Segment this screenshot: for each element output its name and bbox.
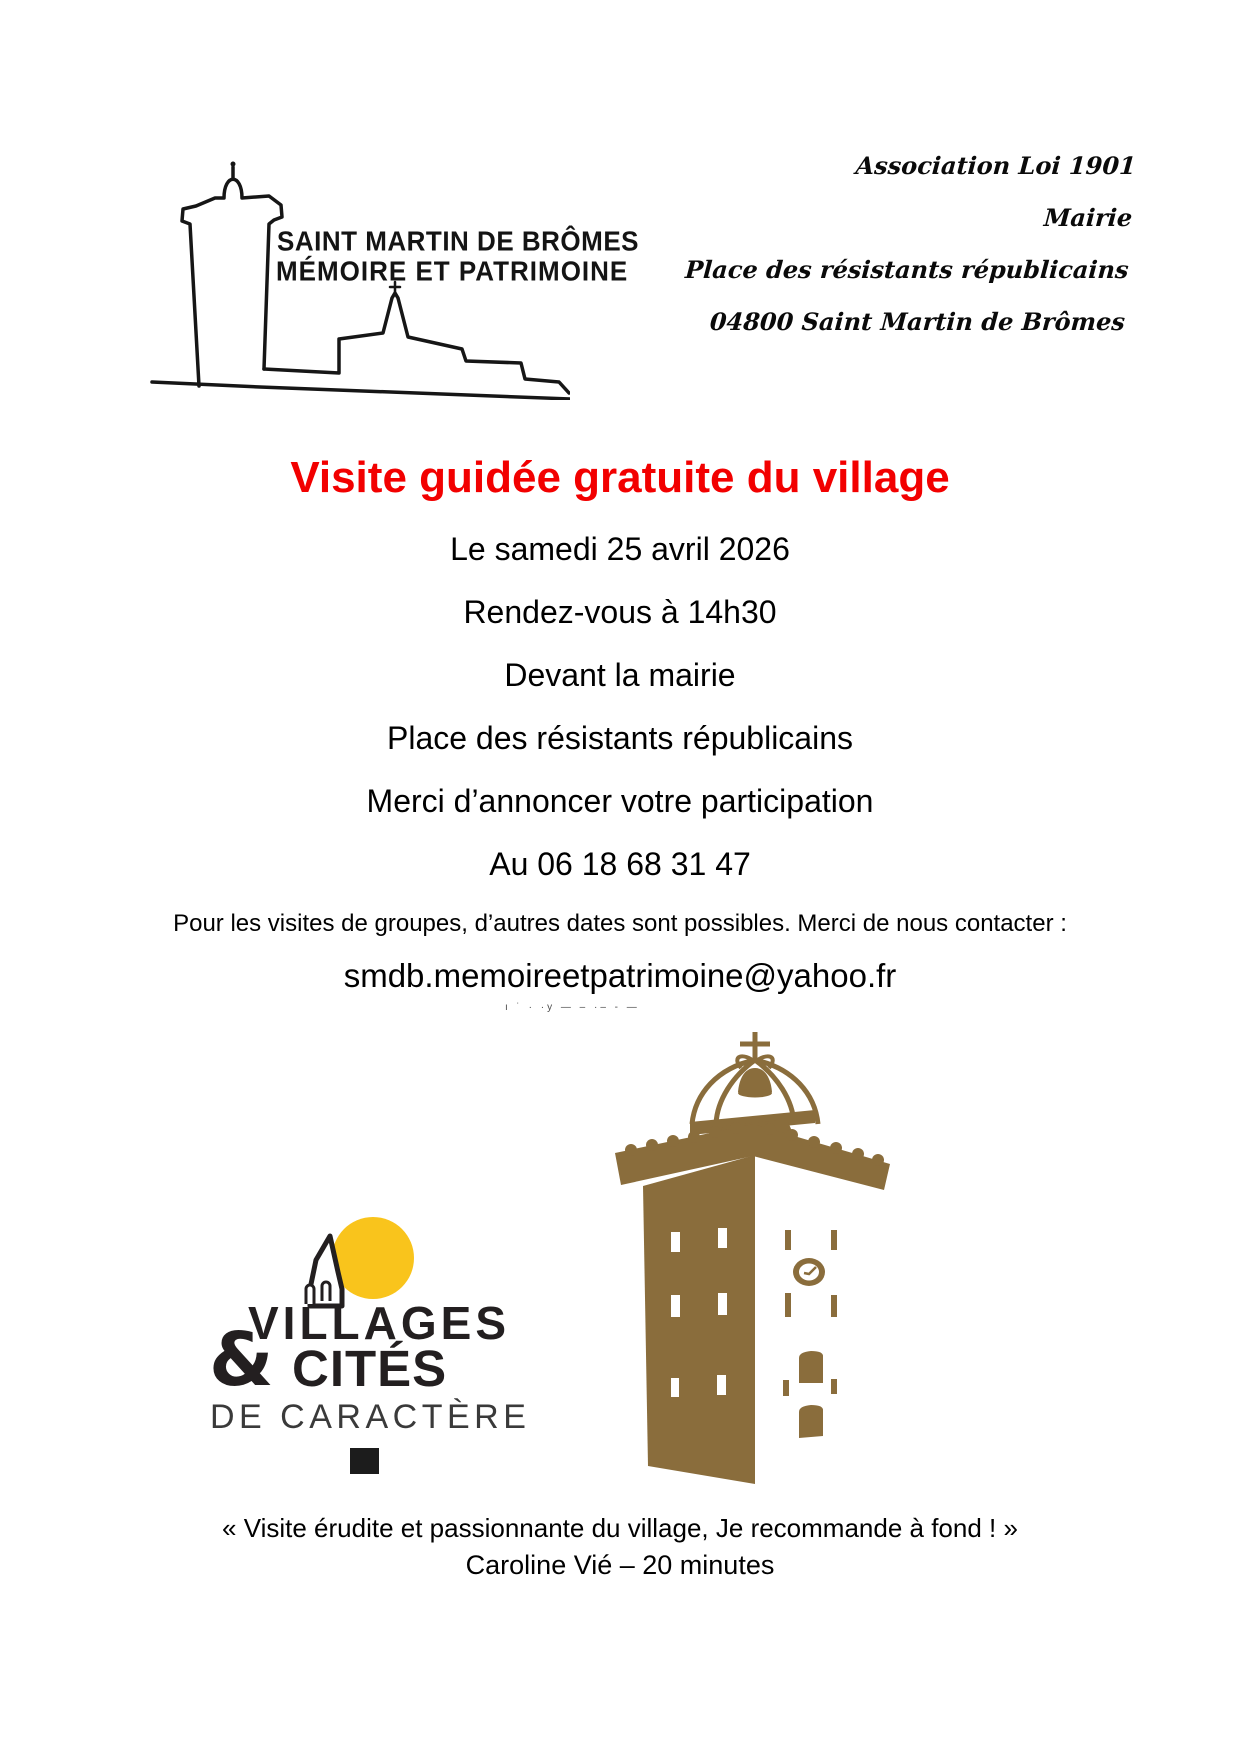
page-title: Visite guidée gratuite du village xyxy=(290,453,950,502)
vcc-word-cites: CITÉS xyxy=(292,1340,448,1397)
meeting-place-line: Devant la mairie xyxy=(504,657,736,693)
cropped-text-artifact: ı ˙ · ·y — – ·– ‑ — xyxy=(505,1002,640,1013)
vcc-word-caractere: DE CARACTÈRE xyxy=(210,1398,531,1436)
tower-door-lower xyxy=(799,1405,823,1438)
address-line-place: Place des résistants républicains xyxy=(683,255,1130,284)
smdb-logo-title: SAINT MARTIN DE BRÔMES xyxy=(277,224,639,258)
address-line-mairie: Mairie xyxy=(1042,203,1133,232)
testimonial-attribution: Caroline Vié – 20 minutes xyxy=(465,1550,775,1580)
tower-finial-dot xyxy=(231,162,236,167)
contact-email: smdb.memoireetpatrimoine@yahoo.fr xyxy=(343,957,897,994)
clock-tower-illustration xyxy=(545,1022,1105,1492)
address-line-city: 04800 Saint Martin de Brômes xyxy=(708,307,1126,336)
association-address-block xyxy=(679,140,1137,348)
phone-number-line: Au 06 18 68 31 47 xyxy=(489,846,751,882)
event-date-line: Le samedi 25 avril 2026 xyxy=(450,531,790,567)
vcc-ampersand: & xyxy=(209,1317,274,1403)
villages-cites-logo xyxy=(185,1080,530,1490)
testimonial-quote: « Visite érudite et passionnante du village, Je recommande à fond ! » xyxy=(222,1513,1018,1543)
address-line-association: Association Loi 1901 xyxy=(854,151,1137,180)
vcc-word-villages: VILLAGES xyxy=(248,1297,511,1349)
smdb-logo-subtitle: MÉMOIRE ET PATRIMOINE xyxy=(276,254,629,288)
tower-door-upper xyxy=(799,1351,823,1383)
black-square xyxy=(350,1448,379,1474)
group-visits-note: Pour les visites de groupes, d’autres dates sont possibles. Merci de nous contacter : xyxy=(173,910,1067,937)
meeting-address-line: Place des résistants républicains xyxy=(386,720,853,756)
rsvp-line: Merci d’annoncer votre participation xyxy=(366,783,874,819)
yellow-sun-circle xyxy=(332,1217,414,1299)
meeting-time-line: Rendez-vous à 14h30 xyxy=(463,594,777,630)
